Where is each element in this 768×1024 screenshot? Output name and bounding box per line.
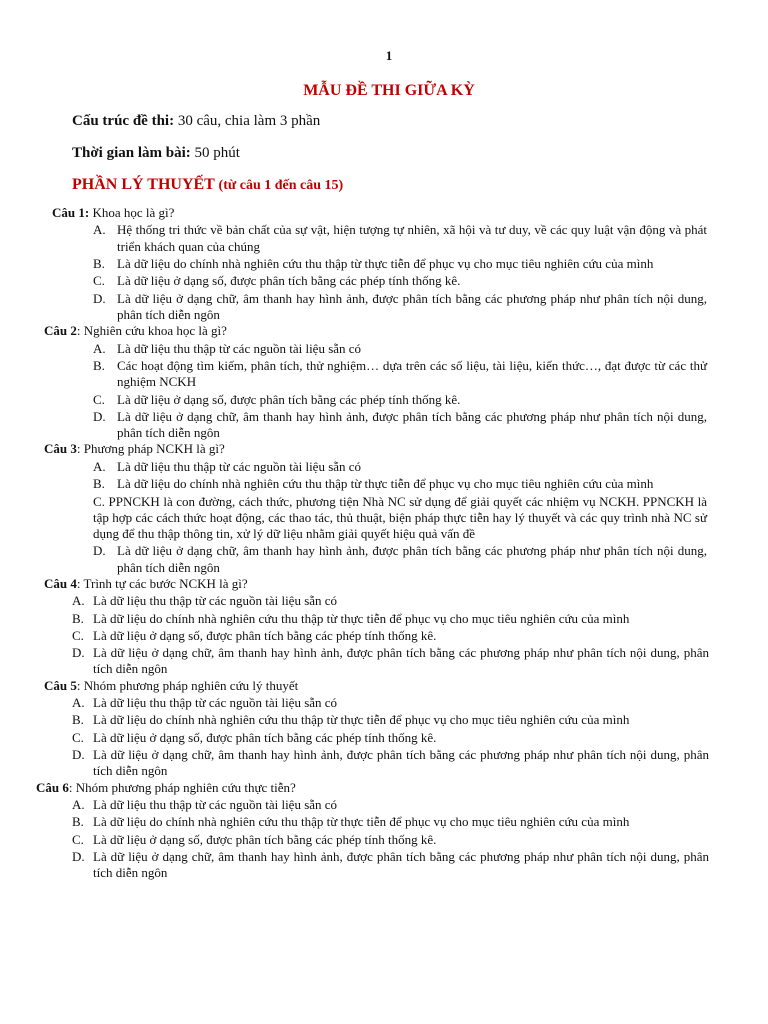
option-letter: C. (93, 493, 105, 509)
option-letter: A. (93, 340, 106, 356)
question-text: : Phương pháp NCKH là gì? (76, 441, 225, 457)
option-text: Là dữ liệu thu thập từ các nguồn tài liệu sẵn có (117, 340, 362, 356)
option-text: Là dữ liệu ở dạng chữ, âm thanh hay hình ảnh, được phân tích bằng các phương pháp như phân tích nội dung, phân tích diễn ngôn (117, 408, 707, 441)
option-text: Là dữ liệu ở dạng số, được phân tích bằng các phép tính thống kê. (117, 273, 461, 289)
answer-option-a (93, 341, 707, 357)
section-range: (từ câu 1 đến câu 15) (218, 178, 344, 193)
question-text: : Nhóm phương pháp nghiên cứu lý thuyết (76, 677, 299, 693)
answer-option-c (93, 494, 707, 543)
option-text: Là dữ liệu do chính nhà nghiên cứu thu thập từ thực tiễn để phục vụ cho mục tiêu nghiên cứu của mình (93, 610, 630, 626)
option-text: Là dữ liệu ở dạng số, được phân tích bằng các phép tính thống kê. (93, 729, 437, 745)
answer-option-a (93, 222, 707, 254)
answer-option-c (72, 628, 709, 644)
answer-option-a (72, 797, 709, 813)
option-letter: A. (72, 797, 85, 813)
answer-option-b (93, 476, 707, 492)
option-letter: A. (93, 458, 106, 474)
option-text: Là dữ liệu do chính nhà nghiên cứu thu thập từ thực tiễn để phục vụ cho mục tiêu nghiên cứu của mình (93, 712, 630, 728)
answer-option-c (72, 832, 709, 848)
option-letter: B. (72, 712, 84, 728)
answer-option-b (72, 712, 709, 728)
option-text: Là dữ liệu do chính nhà nghiên cứu thu thập từ thực tiễn để phục vụ cho mục tiêu nghiên cứu của mình (93, 814, 630, 830)
page-number: 1 (385, 48, 393, 63)
question-heading (0, 205, 768, 221)
option-text: Là dữ liệu thu thập từ các nguồn tài liệu sẵn có (93, 593, 338, 609)
option-text: Là dữ liệu ở dạng số, được phân tích bằng các phép tính thống kê. (93, 831, 437, 847)
document-title: MẪU ĐỀ THI GIỮA KỲ (303, 82, 475, 99)
section-title (72, 176, 343, 194)
answer-option-d (93, 543, 707, 575)
exam-time (72, 145, 240, 162)
option-text: Là dữ liệu thu thập từ các nguồn tài liệu sẵn có (93, 695, 338, 711)
option-text: Là dữ liệu ở dạng số, được phân tích bằng các phép tính thống kê. (93, 627, 437, 643)
question-2 (0, 323, 768, 441)
answer-option-d (93, 291, 707, 323)
option-letter: B. (93, 255, 105, 271)
option-text: Là dữ liệu thu thập từ các nguồn tài liệu sẵn có (93, 797, 338, 813)
answer-option-c (93, 273, 707, 289)
question-3 (0, 441, 768, 575)
question-heading (0, 780, 768, 796)
answer-option-a (93, 459, 707, 475)
option-letter: C. (72, 729, 84, 745)
option-letter: B. (93, 357, 105, 373)
option-text: Là dữ liệu do chính nhà nghiên cứu thu thập từ thực tiễn để phục vụ cho mục tiêu nghiên cứu của mình (117, 255, 654, 271)
answer-option-b (93, 358, 707, 390)
exam-time-label: Thời gian làm bài: (72, 145, 191, 161)
option-text: Là dữ liệu ở dạng chữ, âm thanh hay hình ảnh, được phân tích bằng các phương pháp như phân tích nội dung, phân tích diễn ngôn (93, 645, 709, 677)
question-heading (0, 576, 768, 592)
answer-option-d (72, 645, 709, 677)
option-letter: C. (93, 391, 105, 407)
exam-structure-value: 30 câu, chia làm 3 phần (174, 113, 321, 129)
question-label: Câu 2 (44, 323, 77, 339)
exam-structure (72, 113, 320, 130)
question-text: : Nhóm phương pháp nghiên cứu thực tiễn? (68, 779, 296, 795)
question-label: Câu 1: (52, 205, 90, 220)
answer-option-d (72, 747, 709, 779)
exam-time-value: 50 phút (190, 145, 240, 161)
answer-option-b (72, 611, 709, 627)
question-text: : Nghiên cứu khoa học là gì? (76, 323, 227, 339)
option-text: Là dữ liệu ở dạng chữ, âm thanh hay hình ảnh, được phân tích bằng các phương pháp như phân tích nội dung, phân tích diễn ngôn (117, 543, 707, 575)
option-letter: A. (72, 593, 85, 609)
option-letter: B. (72, 814, 84, 830)
option-letter: D. (72, 747, 85, 763)
question-label: Câu 4 (44, 575, 77, 591)
option-text: Hệ thống tri thức về bản chất của sự vật, hiện tượng tự nhiên, xã hội và tư duy, về các quy luật vận động và phát triển khách quan của chúng (117, 222, 707, 254)
option-letter: A. (72, 695, 85, 711)
option-letter: B. (72, 610, 84, 626)
answer-option-d (93, 409, 707, 441)
question-heading (0, 678, 768, 694)
question-6 (0, 780, 768, 882)
option-letter: C. (72, 831, 84, 847)
exam-structure-label: Cấu trúc đề thi: (72, 113, 175, 129)
question-text: Khoa học là gì? (89, 205, 175, 220)
option-text: Là dữ liệu thu thập từ các nguồn tài liệu sẵn có (117, 458, 362, 474)
option-letter: A. (93, 222, 106, 238)
question-list (0, 205, 768, 882)
question-4 (0, 576, 768, 678)
option-text: Là dữ liệu ở dạng số, được phân tích bằng các phép tính thống kê. (117, 391, 461, 407)
option-letter: D. (93, 408, 106, 424)
option-text: Là dữ liệu ở dạng chữ, âm thanh hay hình ảnh, được phân tích bằng các phương pháp như phân tích nội dung, phân tích diễn ngôn (93, 849, 709, 881)
question-label: Câu 5 (44, 677, 77, 693)
question-label: Câu 3 (44, 441, 77, 457)
option-letter: C. (72, 627, 84, 643)
question-1 (0, 205, 768, 323)
option-letter: D. (93, 543, 106, 559)
question-text: : Trình tự các bước NCKH là gì? (76, 575, 248, 591)
question-heading (0, 323, 768, 339)
option-text: PPNCKH là con đường, cách thức, phương tiện Nhà NC sử dụng để giải quyết các nhiệm vụ NCKH. PPNCKH là tập hợp các cách thức hoạt động, các thao tác, thủ thuật, biện pháp thực tiễn hay lý thuyết và các quy trình nhà NC sử dụng để thu thập thông tin, xử lý dữ liệu nhằm giải quyết hiệu quả vấn đề (93, 493, 708, 541)
answer-option-a (72, 695, 709, 711)
answer-option-d (72, 849, 709, 881)
answer-option-b (72, 814, 709, 830)
section-title-text: PHẦN LÝ THUYẾT (72, 176, 219, 193)
question-label: Câu 6 (36, 779, 69, 795)
option-letter: C. (93, 273, 105, 289)
option-text: Các hoạt động tìm kiếm, phân tích, thử nghiệm… dựa trên các số liệu, tài liệu, kiến thức…, đạt được từ các thử nghiệm NCKH (117, 357, 707, 390)
answer-option-a (72, 593, 709, 609)
option-letter: D. (72, 849, 85, 865)
question-5 (0, 678, 768, 780)
option-letter: D. (93, 290, 106, 306)
question-heading (0, 441, 768, 457)
option-letter: B. (93, 476, 105, 492)
answer-option-c (93, 392, 707, 408)
answer-option-c (72, 730, 709, 746)
answer-option-b (93, 256, 707, 272)
option-letter: D. (72, 645, 85, 661)
option-text: Là dữ liệu do chính nhà nghiên cứu thu thập từ thực tiễn để phục vụ cho mục tiêu nghiên cứu của mình (117, 476, 654, 492)
option-text: Là dữ liệu ở dạng chữ, âm thanh hay hình ảnh, được phân tích bằng các phương pháp như phân tích nội dung, phân tích diễn ngôn (117, 290, 707, 322)
option-text: Là dữ liệu ở dạng chữ, âm thanh hay hình ảnh, được phân tích bằng các phương pháp như phân tích nội dung, phân tích diễn ngôn (93, 747, 709, 779)
